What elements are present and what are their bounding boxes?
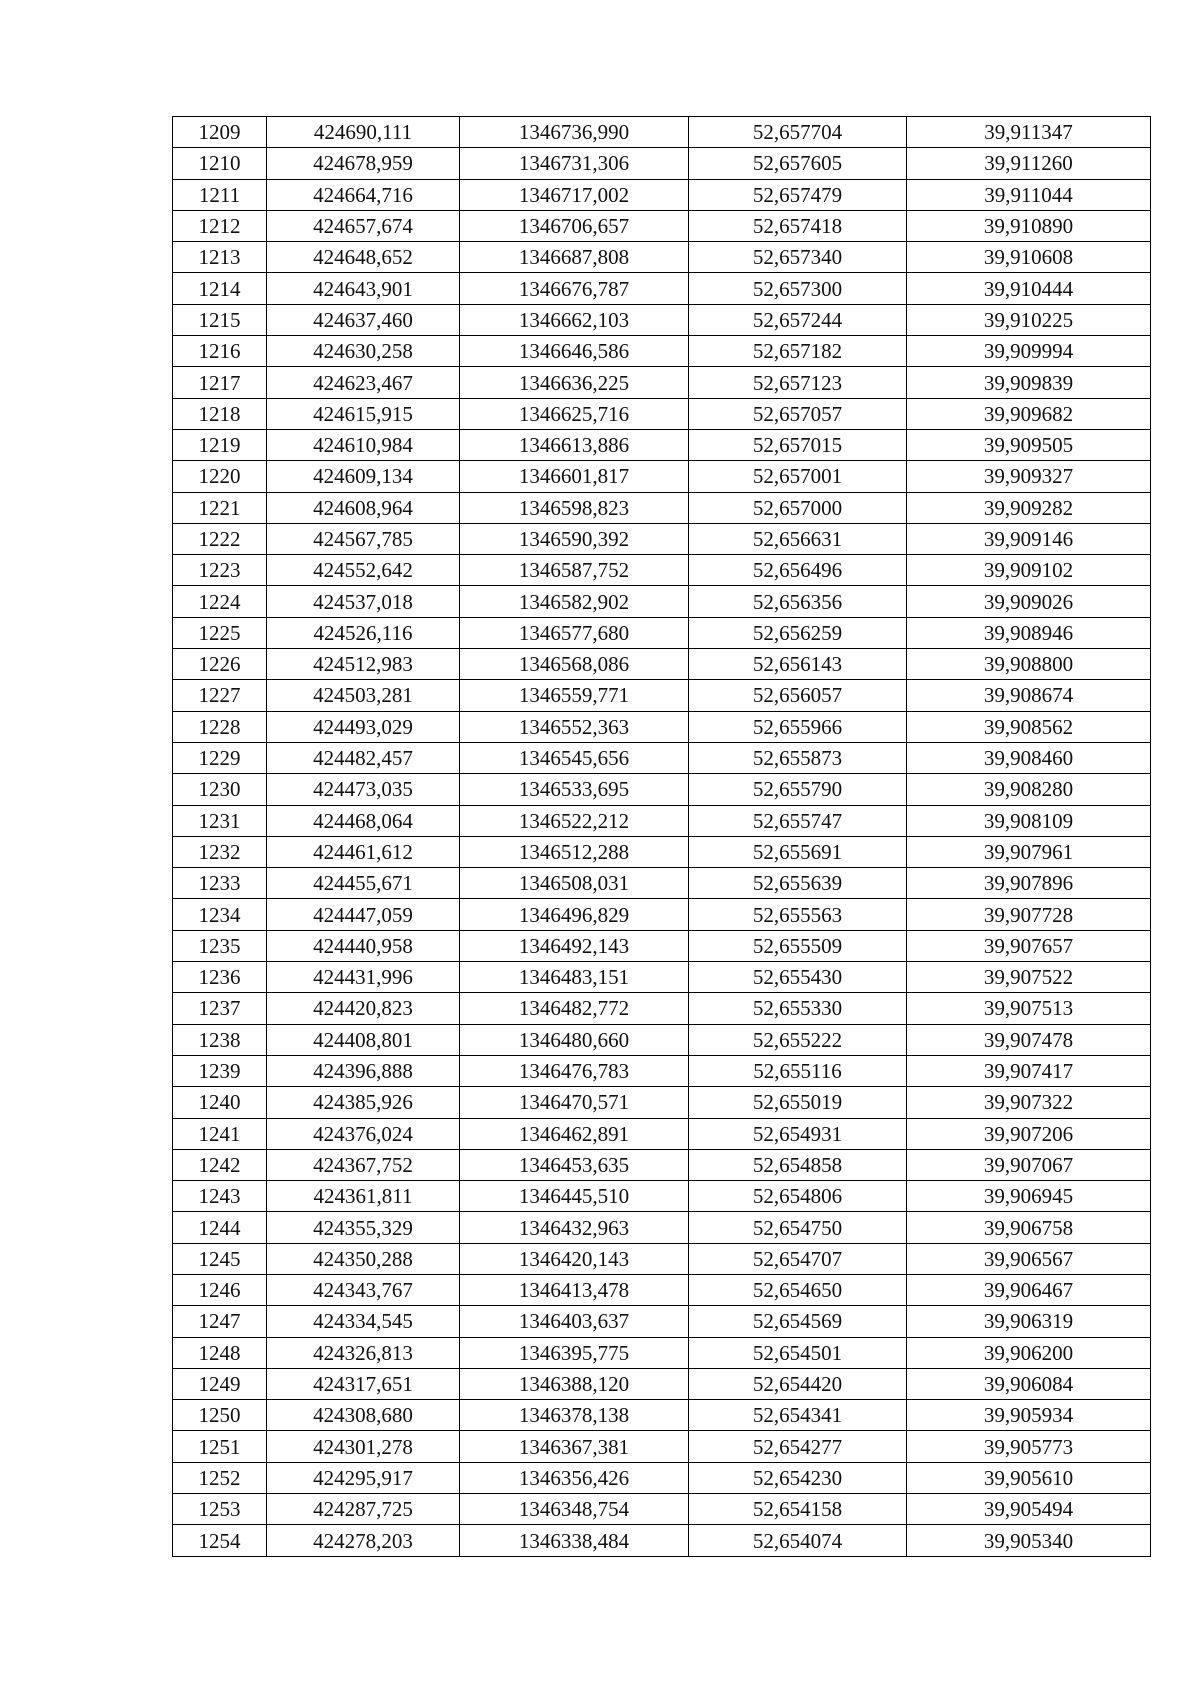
x-coordinate-cell: 424537,018 (267, 586, 460, 617)
point-number-cell: 1233 (173, 868, 267, 899)
table-row (173, 1181, 1151, 1212)
table-row (173, 868, 1151, 899)
y-coordinate-cell: 1346403,637 (460, 1306, 689, 1337)
longitude-cell: 39,908460 (907, 742, 1151, 773)
point-number-cell: 1246 (173, 1274, 267, 1305)
x-coordinate-cell: 424615,915 (267, 398, 460, 429)
y-coordinate-cell: 1346559,771 (460, 680, 689, 711)
point-number-cell: 1229 (173, 742, 267, 773)
point-number-cell: 1210 (173, 148, 267, 179)
table-row (173, 555, 1151, 586)
y-coordinate-cell: 1346492,143 (460, 930, 689, 961)
latitude-cell: 52,655019 (689, 1087, 907, 1118)
table-row (173, 1087, 1151, 1118)
x-coordinate-cell: 424385,926 (267, 1087, 460, 1118)
table-row (173, 304, 1151, 335)
point-number-cell: 1248 (173, 1337, 267, 1368)
y-coordinate-cell: 1346462,891 (460, 1118, 689, 1149)
table-row (173, 1024, 1151, 1055)
y-coordinate-cell: 1346445,510 (460, 1181, 689, 1212)
point-number-cell: 1238 (173, 1024, 267, 1055)
point-number-cell: 1240 (173, 1087, 267, 1118)
longitude-cell: 39,908109 (907, 805, 1151, 836)
point-number-cell: 1235 (173, 930, 267, 961)
longitude-cell: 39,905494 (907, 1494, 1151, 1525)
latitude-cell: 52,655691 (689, 836, 907, 867)
x-coordinate-cell: 424643,901 (267, 273, 460, 304)
x-coordinate-cell: 424287,725 (267, 1494, 460, 1525)
y-coordinate-cell: 1346388,120 (460, 1368, 689, 1399)
longitude-cell: 39,905340 (907, 1525, 1151, 1556)
y-coordinate-cell: 1346731,306 (460, 148, 689, 179)
point-number-cell: 1221 (173, 492, 267, 523)
y-coordinate-cell: 1346587,752 (460, 555, 689, 586)
x-coordinate-cell: 424630,258 (267, 336, 460, 367)
point-number-cell: 1230 (173, 774, 267, 805)
latitude-cell: 52,657244 (689, 304, 907, 335)
point-number-cell: 1251 (173, 1431, 267, 1462)
longitude-cell: 39,909327 (907, 461, 1151, 492)
longitude-cell: 39,907322 (907, 1087, 1151, 1118)
x-coordinate-cell: 424301,278 (267, 1431, 460, 1462)
latitude-cell: 52,655790 (689, 774, 907, 805)
latitude-cell: 52,655430 (689, 962, 907, 993)
y-coordinate-cell: 1346432,963 (460, 1212, 689, 1243)
latitude-cell: 52,657340 (689, 242, 907, 273)
longitude-cell: 39,907067 (907, 1149, 1151, 1180)
table-row (173, 1243, 1151, 1274)
y-coordinate-cell: 1346717,002 (460, 179, 689, 210)
point-number-cell: 1215 (173, 304, 267, 335)
x-coordinate-cell: 424350,288 (267, 1243, 460, 1274)
latitude-cell: 52,655330 (689, 993, 907, 1024)
x-coordinate-cell: 424334,545 (267, 1306, 460, 1337)
longitude-cell: 39,906758 (907, 1212, 1151, 1243)
longitude-cell: 39,908280 (907, 774, 1151, 805)
longitude-cell: 39,906084 (907, 1368, 1151, 1399)
table-row (173, 649, 1151, 680)
y-coordinate-cell: 1346552,363 (460, 711, 689, 742)
longitude-cell: 39,909505 (907, 429, 1151, 460)
latitude-cell: 52,657418 (689, 210, 907, 241)
x-coordinate-cell: 424526,116 (267, 617, 460, 648)
point-number-cell: 1213 (173, 242, 267, 273)
table-row (173, 1306, 1151, 1337)
longitude-cell: 39,906319 (907, 1306, 1151, 1337)
y-coordinate-cell: 1346522,212 (460, 805, 689, 836)
x-coordinate-cell: 424664,716 (267, 179, 460, 210)
longitude-cell: 39,908562 (907, 711, 1151, 742)
latitude-cell: 52,655509 (689, 930, 907, 961)
table-row (173, 210, 1151, 241)
latitude-cell: 52,655747 (689, 805, 907, 836)
table-row (173, 273, 1151, 304)
table-row (173, 899, 1151, 930)
table-row (173, 1400, 1151, 1431)
longitude-cell: 39,907206 (907, 1118, 1151, 1149)
latitude-cell: 52,657479 (689, 179, 907, 210)
latitude-cell: 52,655222 (689, 1024, 907, 1055)
y-coordinate-cell: 1346508,031 (460, 868, 689, 899)
x-coordinate-cell: 424308,680 (267, 1400, 460, 1431)
point-number-cell: 1211 (173, 179, 267, 210)
point-number-cell: 1237 (173, 993, 267, 1024)
y-coordinate-cell: 1346568,086 (460, 649, 689, 680)
latitude-cell: 52,657300 (689, 273, 907, 304)
table-row (173, 1274, 1151, 1305)
latitude-cell: 52,654158 (689, 1494, 907, 1525)
latitude-cell: 52,656631 (689, 523, 907, 554)
x-coordinate-cell: 424657,674 (267, 210, 460, 241)
latitude-cell: 52,655116 (689, 1055, 907, 1086)
x-coordinate-cell: 424278,203 (267, 1525, 460, 1556)
y-coordinate-cell: 1346348,754 (460, 1494, 689, 1525)
point-number-cell: 1219 (173, 429, 267, 460)
x-coordinate-cell: 424552,642 (267, 555, 460, 586)
longitude-cell: 39,906467 (907, 1274, 1151, 1305)
y-coordinate-cell: 1346706,657 (460, 210, 689, 241)
point-number-cell: 1228 (173, 711, 267, 742)
point-number-cell: 1218 (173, 398, 267, 429)
y-coordinate-cell: 1346601,817 (460, 461, 689, 492)
table-row (173, 711, 1151, 742)
point-number-cell: 1224 (173, 586, 267, 617)
longitude-cell: 39,906945 (907, 1181, 1151, 1212)
x-coordinate-cell: 424396,888 (267, 1055, 460, 1086)
x-coordinate-cell: 424326,813 (267, 1337, 460, 1368)
longitude-cell: 39,909146 (907, 523, 1151, 554)
latitude-cell: 52,655966 (689, 711, 907, 742)
x-coordinate-cell: 424343,767 (267, 1274, 460, 1305)
latitude-cell: 52,656057 (689, 680, 907, 711)
y-coordinate-cell: 1346598,823 (460, 492, 689, 523)
point-number-cell: 1217 (173, 367, 267, 398)
latitude-cell: 52,654931 (689, 1118, 907, 1149)
table-row (173, 398, 1151, 429)
table-row (173, 523, 1151, 554)
x-coordinate-cell: 424431,996 (267, 962, 460, 993)
point-number-cell: 1252 (173, 1462, 267, 1493)
longitude-cell: 39,909682 (907, 398, 1151, 429)
x-coordinate-cell: 424420,823 (267, 993, 460, 1024)
y-coordinate-cell: 1346512,288 (460, 836, 689, 867)
table-row (173, 1055, 1151, 1086)
point-number-cell: 1239 (173, 1055, 267, 1086)
y-coordinate-cell: 1346482,772 (460, 993, 689, 1024)
x-coordinate-cell: 424440,958 (267, 930, 460, 961)
x-coordinate-cell: 424493,029 (267, 711, 460, 742)
longitude-cell: 39,907657 (907, 930, 1151, 961)
longitude-cell: 39,905773 (907, 1431, 1151, 1462)
longitude-cell: 39,907513 (907, 993, 1151, 1024)
table-row (173, 242, 1151, 273)
longitude-cell: 39,909994 (907, 336, 1151, 367)
y-coordinate-cell: 1346646,586 (460, 336, 689, 367)
latitude-cell: 52,654074 (689, 1525, 907, 1556)
point-number-cell: 1245 (173, 1243, 267, 1274)
x-coordinate-cell: 424482,457 (267, 742, 460, 773)
table-row (173, 1368, 1151, 1399)
table-row (173, 367, 1151, 398)
point-number-cell: 1254 (173, 1525, 267, 1556)
point-number-cell: 1216 (173, 336, 267, 367)
longitude-cell: 39,910608 (907, 242, 1151, 273)
table-row (173, 836, 1151, 867)
point-number-cell: 1241 (173, 1118, 267, 1149)
latitude-cell: 52,657182 (689, 336, 907, 367)
x-coordinate-cell: 424503,281 (267, 680, 460, 711)
point-number-cell: 1244 (173, 1212, 267, 1243)
point-number-cell: 1232 (173, 836, 267, 867)
table-row (173, 148, 1151, 179)
table-row (173, 429, 1151, 460)
latitude-cell: 52,657001 (689, 461, 907, 492)
longitude-cell: 39,911347 (907, 117, 1151, 148)
table-row (173, 1337, 1151, 1368)
table-row (173, 586, 1151, 617)
table-row (173, 680, 1151, 711)
point-number-cell: 1243 (173, 1181, 267, 1212)
y-coordinate-cell: 1346545,656 (460, 742, 689, 773)
longitude-cell: 39,907478 (907, 1024, 1151, 1055)
latitude-cell: 52,654650 (689, 1274, 907, 1305)
longitude-cell: 39,910444 (907, 273, 1151, 304)
y-coordinate-cell: 1346480,660 (460, 1024, 689, 1055)
y-coordinate-cell: 1346687,808 (460, 242, 689, 273)
latitude-cell: 52,656356 (689, 586, 907, 617)
table-row (173, 1462, 1151, 1493)
longitude-cell: 39,908800 (907, 649, 1151, 680)
y-coordinate-cell: 1346625,716 (460, 398, 689, 429)
latitude-cell: 52,657015 (689, 429, 907, 460)
point-number-cell: 1222 (173, 523, 267, 554)
y-coordinate-cell: 1346590,392 (460, 523, 689, 554)
y-coordinate-cell: 1346676,787 (460, 273, 689, 304)
longitude-cell: 39,908674 (907, 680, 1151, 711)
longitude-cell: 39,911044 (907, 179, 1151, 210)
y-coordinate-cell: 1346533,695 (460, 774, 689, 805)
table-row (173, 179, 1151, 210)
table-row (173, 805, 1151, 836)
coordinates-table (172, 116, 1151, 1557)
latitude-cell: 52,654277 (689, 1431, 907, 1462)
y-coordinate-cell: 1346476,783 (460, 1055, 689, 1086)
latitude-cell: 52,655639 (689, 868, 907, 899)
longitude-cell: 39,909102 (907, 555, 1151, 586)
longitude-cell: 39,906200 (907, 1337, 1151, 1368)
y-coordinate-cell: 1346367,381 (460, 1431, 689, 1462)
latitude-cell: 52,657000 (689, 492, 907, 523)
table-row (173, 117, 1151, 148)
y-coordinate-cell: 1346356,426 (460, 1462, 689, 1493)
longitude-cell: 39,905610 (907, 1462, 1151, 1493)
x-coordinate-cell: 424690,111 (267, 117, 460, 148)
x-coordinate-cell: 424468,064 (267, 805, 460, 836)
y-coordinate-cell: 1346420,143 (460, 1243, 689, 1274)
table-row (173, 336, 1151, 367)
latitude-cell: 52,654569 (689, 1306, 907, 1337)
longitude-cell: 39,909026 (907, 586, 1151, 617)
point-number-cell: 1209 (173, 117, 267, 148)
longitude-cell: 39,909839 (907, 367, 1151, 398)
y-coordinate-cell: 1346483,151 (460, 962, 689, 993)
x-coordinate-cell: 424461,612 (267, 836, 460, 867)
table-row (173, 1149, 1151, 1180)
table-row (173, 1431, 1151, 1462)
latitude-cell: 52,654707 (689, 1243, 907, 1274)
longitude-cell: 39,907728 (907, 899, 1151, 930)
y-coordinate-cell: 1346453,635 (460, 1149, 689, 1180)
x-coordinate-cell: 424455,671 (267, 868, 460, 899)
point-number-cell: 1227 (173, 680, 267, 711)
table-row (173, 1494, 1151, 1525)
table-row (173, 962, 1151, 993)
point-number-cell: 1234 (173, 899, 267, 930)
x-coordinate-cell: 424512,983 (267, 649, 460, 680)
table-row (173, 1118, 1151, 1149)
y-coordinate-cell: 1346582,902 (460, 586, 689, 617)
table-row (173, 993, 1151, 1024)
latitude-cell: 52,654230 (689, 1462, 907, 1493)
x-coordinate-cell: 424317,651 (267, 1368, 460, 1399)
y-coordinate-cell: 1346378,138 (460, 1400, 689, 1431)
x-coordinate-cell: 424355,329 (267, 1212, 460, 1243)
point-number-cell: 1231 (173, 805, 267, 836)
x-coordinate-cell: 424609,134 (267, 461, 460, 492)
table-row (173, 1212, 1151, 1243)
x-coordinate-cell: 424623,467 (267, 367, 460, 398)
latitude-cell: 52,656496 (689, 555, 907, 586)
longitude-cell: 39,905934 (907, 1400, 1151, 1431)
table-row (173, 1525, 1151, 1556)
point-number-cell: 1220 (173, 461, 267, 492)
longitude-cell: 39,911260 (907, 148, 1151, 179)
point-number-cell: 1247 (173, 1306, 267, 1337)
coordinates-table-body (173, 117, 1151, 1557)
point-number-cell: 1225 (173, 617, 267, 648)
latitude-cell: 52,656143 (689, 649, 907, 680)
y-coordinate-cell: 1346338,484 (460, 1525, 689, 1556)
x-coordinate-cell: 424376,024 (267, 1118, 460, 1149)
x-coordinate-cell: 424637,460 (267, 304, 460, 335)
longitude-cell: 39,910890 (907, 210, 1151, 241)
y-coordinate-cell: 1346736,990 (460, 117, 689, 148)
point-number-cell: 1242 (173, 1149, 267, 1180)
latitude-cell: 52,654806 (689, 1181, 907, 1212)
longitude-cell: 39,908946 (907, 617, 1151, 648)
point-number-cell: 1253 (173, 1494, 267, 1525)
latitude-cell: 52,657057 (689, 398, 907, 429)
table-row (173, 774, 1151, 805)
y-coordinate-cell: 1346413,478 (460, 1274, 689, 1305)
x-coordinate-cell: 424648,652 (267, 242, 460, 273)
x-coordinate-cell: 424447,059 (267, 899, 460, 930)
latitude-cell: 52,657704 (689, 117, 907, 148)
latitude-cell: 52,655873 (689, 742, 907, 773)
latitude-cell: 52,654501 (689, 1337, 907, 1368)
latitude-cell: 52,654341 (689, 1400, 907, 1431)
longitude-cell: 39,910225 (907, 304, 1151, 335)
y-coordinate-cell: 1346636,225 (460, 367, 689, 398)
point-number-cell: 1249 (173, 1368, 267, 1399)
table-row (173, 461, 1151, 492)
y-coordinate-cell: 1346577,680 (460, 617, 689, 648)
point-number-cell: 1250 (173, 1400, 267, 1431)
latitude-cell: 52,657605 (689, 148, 907, 179)
longitude-cell: 39,909282 (907, 492, 1151, 523)
x-coordinate-cell: 424567,785 (267, 523, 460, 554)
x-coordinate-cell: 424367,752 (267, 1149, 460, 1180)
y-coordinate-cell: 1346470,571 (460, 1087, 689, 1118)
latitude-cell: 52,654420 (689, 1368, 907, 1399)
point-number-cell: 1226 (173, 649, 267, 680)
y-coordinate-cell: 1346496,829 (460, 899, 689, 930)
x-coordinate-cell: 424295,917 (267, 1462, 460, 1493)
longitude-cell: 39,907896 (907, 868, 1151, 899)
x-coordinate-cell: 424473,035 (267, 774, 460, 805)
table-row (173, 742, 1151, 773)
x-coordinate-cell: 424678,959 (267, 148, 460, 179)
longitude-cell: 39,907961 (907, 836, 1151, 867)
latitude-cell: 52,656259 (689, 617, 907, 648)
latitude-cell: 52,654750 (689, 1212, 907, 1243)
longitude-cell: 39,907417 (907, 1055, 1151, 1086)
latitude-cell: 52,657123 (689, 367, 907, 398)
x-coordinate-cell: 424610,984 (267, 429, 460, 460)
y-coordinate-cell: 1346395,775 (460, 1337, 689, 1368)
table-row (173, 930, 1151, 961)
point-number-cell: 1214 (173, 273, 267, 304)
longitude-cell: 39,906567 (907, 1243, 1151, 1274)
longitude-cell: 39,907522 (907, 962, 1151, 993)
latitude-cell: 52,654858 (689, 1149, 907, 1180)
table-row (173, 492, 1151, 523)
x-coordinate-cell: 424608,964 (267, 492, 460, 523)
table-row (173, 617, 1151, 648)
point-number-cell: 1223 (173, 555, 267, 586)
x-coordinate-cell: 424361,811 (267, 1181, 460, 1212)
y-coordinate-cell: 1346662,103 (460, 304, 689, 335)
x-coordinate-cell: 424408,801 (267, 1024, 460, 1055)
y-coordinate-cell: 1346613,886 (460, 429, 689, 460)
latitude-cell: 52,655563 (689, 899, 907, 930)
point-number-cell: 1212 (173, 210, 267, 241)
point-number-cell: 1236 (173, 962, 267, 993)
